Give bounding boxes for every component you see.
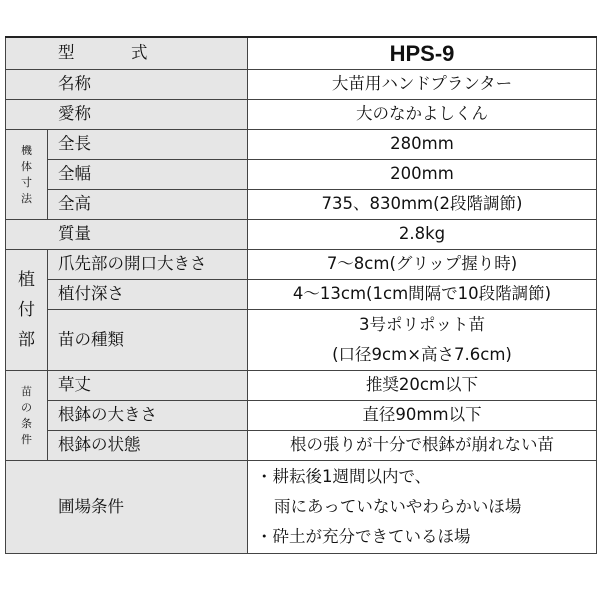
field-conditions-line: 雨にあっていないやわらかいほ場 bbox=[274, 497, 522, 516]
claw-opening-value: 7～8cm(グリップ握り時) bbox=[248, 250, 597, 280]
field-conditions-label: 圃場条件 bbox=[6, 461, 248, 554]
table-row-width bbox=[6, 160, 597, 190]
seedling-type-label: 苗の種類 bbox=[48, 310, 248, 371]
seedling-conditions-group bbox=[6, 371, 48, 461]
model-label-cell bbox=[6, 37, 248, 70]
group-char: 植 bbox=[18, 270, 35, 290]
width-value: 200mm bbox=[248, 160, 597, 190]
field-conditions-value bbox=[248, 461, 597, 554]
field-conditions-line: ・砕土が充分できているほ場 bbox=[256, 527, 471, 546]
name-label: 名称 bbox=[6, 70, 248, 100]
seedling-type-line: 3号ポリポット苗 bbox=[359, 315, 485, 334]
group-char: 部 bbox=[18, 330, 35, 350]
table-row-length bbox=[6, 130, 597, 160]
claw-opening-label: 爪先部の開口大きさ bbox=[48, 250, 248, 280]
model-value: HPS-9 bbox=[248, 37, 597, 70]
width-label: 全幅 bbox=[48, 160, 248, 190]
root-ball-size-value: 直径90mm以下 bbox=[248, 401, 597, 431]
group-char: 苗 bbox=[21, 384, 32, 398]
group-char: の bbox=[21, 400, 32, 414]
group-char: 法 bbox=[21, 191, 32, 205]
model-label: 型 式 bbox=[58, 43, 168, 63]
height-value: 735、830mm(2段階調節) bbox=[248, 190, 597, 220]
table-row-nickname bbox=[6, 100, 597, 130]
length-label: 全長 bbox=[48, 130, 248, 160]
group-char: 条 bbox=[21, 416, 32, 430]
root-ball-size-label: 根鉢の大きさ bbox=[48, 401, 248, 431]
machine-size-group bbox=[6, 130, 48, 220]
group-char: 機 bbox=[21, 143, 32, 157]
seedling-type-value bbox=[248, 310, 597, 371]
plant-height-value: 推奨20cm以下 bbox=[248, 371, 597, 401]
table-row-field-conditions bbox=[6, 461, 597, 554]
spec-table bbox=[5, 36, 597, 554]
weight-value: 2.8kg bbox=[248, 220, 597, 250]
group-char: 寸 bbox=[21, 175, 32, 189]
length-value: 280mm bbox=[248, 130, 597, 160]
nickname-value: 大のなかよしくん bbox=[248, 100, 597, 130]
group-char: 件 bbox=[21, 432, 32, 446]
plant-height-label: 草丈 bbox=[48, 371, 248, 401]
table-row-plant-height bbox=[6, 371, 597, 401]
planting-part-group bbox=[6, 250, 48, 371]
height-label: 全高 bbox=[48, 190, 248, 220]
field-conditions-line: ・耕耘後1週間以内で、 bbox=[256, 467, 432, 486]
table-row-seedling-type bbox=[6, 310, 597, 371]
root-ball-state-label: 根鉢の状態 bbox=[48, 431, 248, 461]
planting-depth-label: 植付深さ bbox=[48, 280, 248, 310]
table-row-model bbox=[6, 37, 597, 70]
table-row-root-ball-size bbox=[6, 401, 597, 431]
planting-depth-value: 4～13cm(1cm間隔で10段階調節) bbox=[248, 280, 597, 310]
table-row-name bbox=[6, 70, 597, 100]
group-char: 付 bbox=[18, 300, 35, 320]
root-ball-state-value: 根の張りが十分で根鉢が崩れない苗 bbox=[248, 431, 597, 461]
seedling-type-line: (口径9cm×高さ7.6cm) bbox=[332, 345, 512, 364]
nickname-label: 愛称 bbox=[6, 100, 248, 130]
group-char: 体 bbox=[21, 159, 32, 173]
weight-label: 質量 bbox=[6, 220, 248, 250]
table-row-weight bbox=[6, 220, 597, 250]
table-row-height bbox=[6, 190, 597, 220]
table-row-planting-depth bbox=[6, 280, 597, 310]
table-row-claw-opening bbox=[6, 250, 597, 280]
name-value: 大苗用ハンドプランター bbox=[248, 70, 597, 100]
table-row-root-ball-state bbox=[6, 431, 597, 461]
